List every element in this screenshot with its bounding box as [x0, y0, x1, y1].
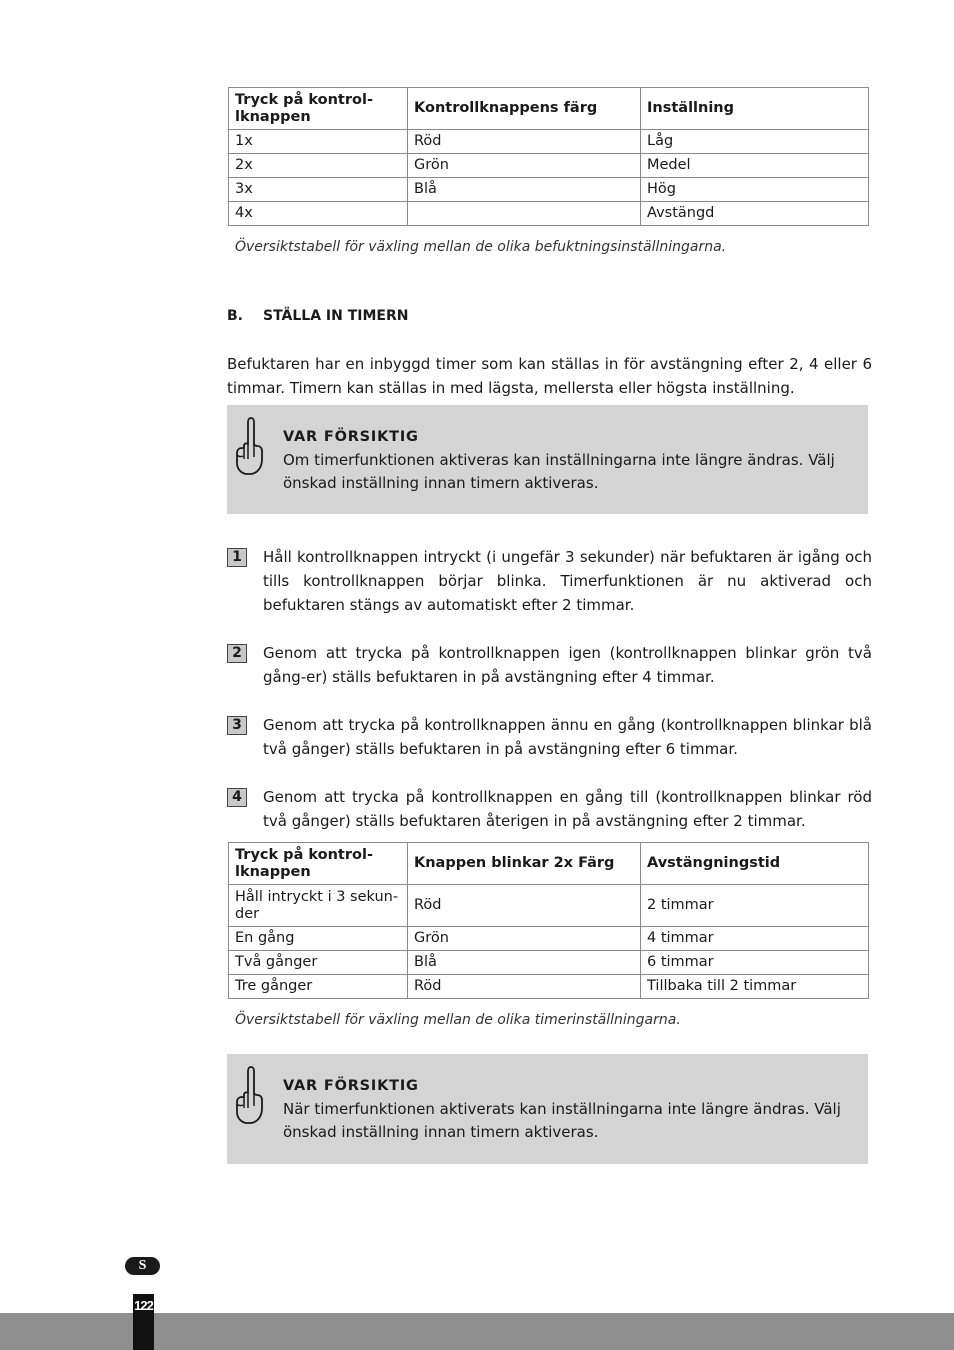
pointing-hand-icon: [233, 415, 267, 477]
table-header-cell: Inställning: [641, 88, 869, 130]
table-cell: Blå: [408, 951, 641, 975]
page-number: 122: [134, 1298, 153, 1313]
table-cell: Medel: [641, 154, 869, 178]
table-row: [229, 202, 869, 226]
step-number: 2: [227, 644, 247, 663]
intro-paragraph: Befuktaren har en inbyggd timer som kan ställas in för avstängning efter 2, 4 eller 6 timmar. Timern kan ställas in med lägsta, mellersta eller högsta inställning.: [227, 355, 872, 397]
settings-table: [228, 87, 869, 226]
table-caption: Översiktstabell för växling mellan de olika befuktningsinställningarna.: [235, 239, 727, 255]
step-number: 4: [227, 788, 247, 807]
table-cell: 2x: [229, 154, 408, 178]
table-row: [229, 154, 869, 178]
table-cell: En gång: [229, 927, 408, 951]
table-cell: 3x: [229, 178, 408, 202]
warning-box: [227, 405, 868, 514]
table-row: [229, 927, 869, 951]
table-caption: Översiktstabell för växling mellan de olika timerinställningarna.: [235, 1012, 681, 1028]
table-row: [229, 178, 869, 202]
table-cell: Håll intryckt i 3 sekun-der: [229, 885, 408, 927]
table-cell: Grön: [408, 154, 641, 178]
table-cell: 6 timmar: [641, 951, 869, 975]
warning-title: VAR FÖRSIKTIG: [283, 1078, 419, 1094]
pointing-hand-icon: [233, 1064, 267, 1126]
table-header-cell: Kontrollknappens färg: [408, 88, 641, 130]
table-row: [229, 130, 869, 154]
table-cell: Röd: [408, 885, 641, 927]
table-cell: Blå: [408, 178, 641, 202]
table-cell: Tre gånger: [229, 975, 408, 999]
warning-text: När timerfunktionen aktiverats kan inställningarna inte längre ändras. Välj önskad inställning innan timern aktiveras.: [283, 1100, 841, 1141]
step-number: 3: [227, 716, 247, 735]
table-header-cell: Avstängningstid: [641, 843, 869, 885]
step-text: Håll kontrollknappen intryckt (i ungefär 3 sekunder) när befuktaren är igång och tills kontrollknappen börjar blinka. Timerfunktionen är nu aktiverad och befuktaren stängs av automatiskt efter 2 timmar.: [263, 548, 872, 614]
table-cell: 4 timmar: [641, 927, 869, 951]
table-header-cell: Tryck på kontrol-lknappen: [229, 843, 408, 885]
step-text: Genom att trycka på kontrollknappen igen (kontrollknappen blinkar grön två gång-er) ställs befuktaren in på avstängning efter 4 timmar.: [263, 644, 872, 686]
table-header-cell: Tryck på kontrol-lknappen: [229, 88, 408, 130]
timer-table: [228, 842, 869, 999]
table-cell: 1x: [229, 130, 408, 154]
table-header-cell: Knappen blinkar 2x Färg: [408, 843, 641, 885]
step-text: Genom att trycka på kontrollknappen ännu en gång (kontrollknappen blinkar blå två gånger) ställs befuktaren in på avstängning efter 6 timmar.: [263, 716, 872, 758]
warning-box: [227, 1054, 868, 1164]
table-cell: Röd: [408, 975, 641, 999]
warning-title: VAR FÖRSIKTIG: [283, 429, 419, 445]
table-cell: Röd: [408, 130, 641, 154]
table-cell: 4x: [229, 202, 408, 226]
section-letter: B.: [227, 308, 243, 324]
table-cell: Hög: [641, 178, 869, 202]
step-number: 1: [227, 548, 247, 567]
table-row: [229, 885, 869, 927]
table-row: [229, 951, 869, 975]
table-cell: Grön: [408, 927, 641, 951]
table-row: [229, 975, 869, 999]
table-cell: Låg: [641, 130, 869, 154]
section-title: STÄLLA IN TIMERN: [263, 308, 409, 324]
table-header-row: [229, 88, 869, 130]
table-cell: [408, 202, 641, 226]
step-text: Genom att trycka på kontrollknappen en gång till (kontrollknappen blinkar röd två gånger) ställs befuktaren återigen in på avstängning efter 2 timmar.: [263, 788, 872, 830]
language-badge: S: [125, 1257, 160, 1275]
warning-text: Om timerfunktionen aktiveras kan inställningarna inte längre ändras. Välj önskad inställning innan timern aktiveras.: [283, 451, 835, 492]
table-cell: 2 timmar: [641, 885, 869, 927]
table-cell: Tillbaka till 2 timmar: [641, 975, 869, 999]
table-cell: Avstängd: [641, 202, 869, 226]
table-cell: Två gånger: [229, 951, 408, 975]
table-header-row: [229, 843, 869, 885]
